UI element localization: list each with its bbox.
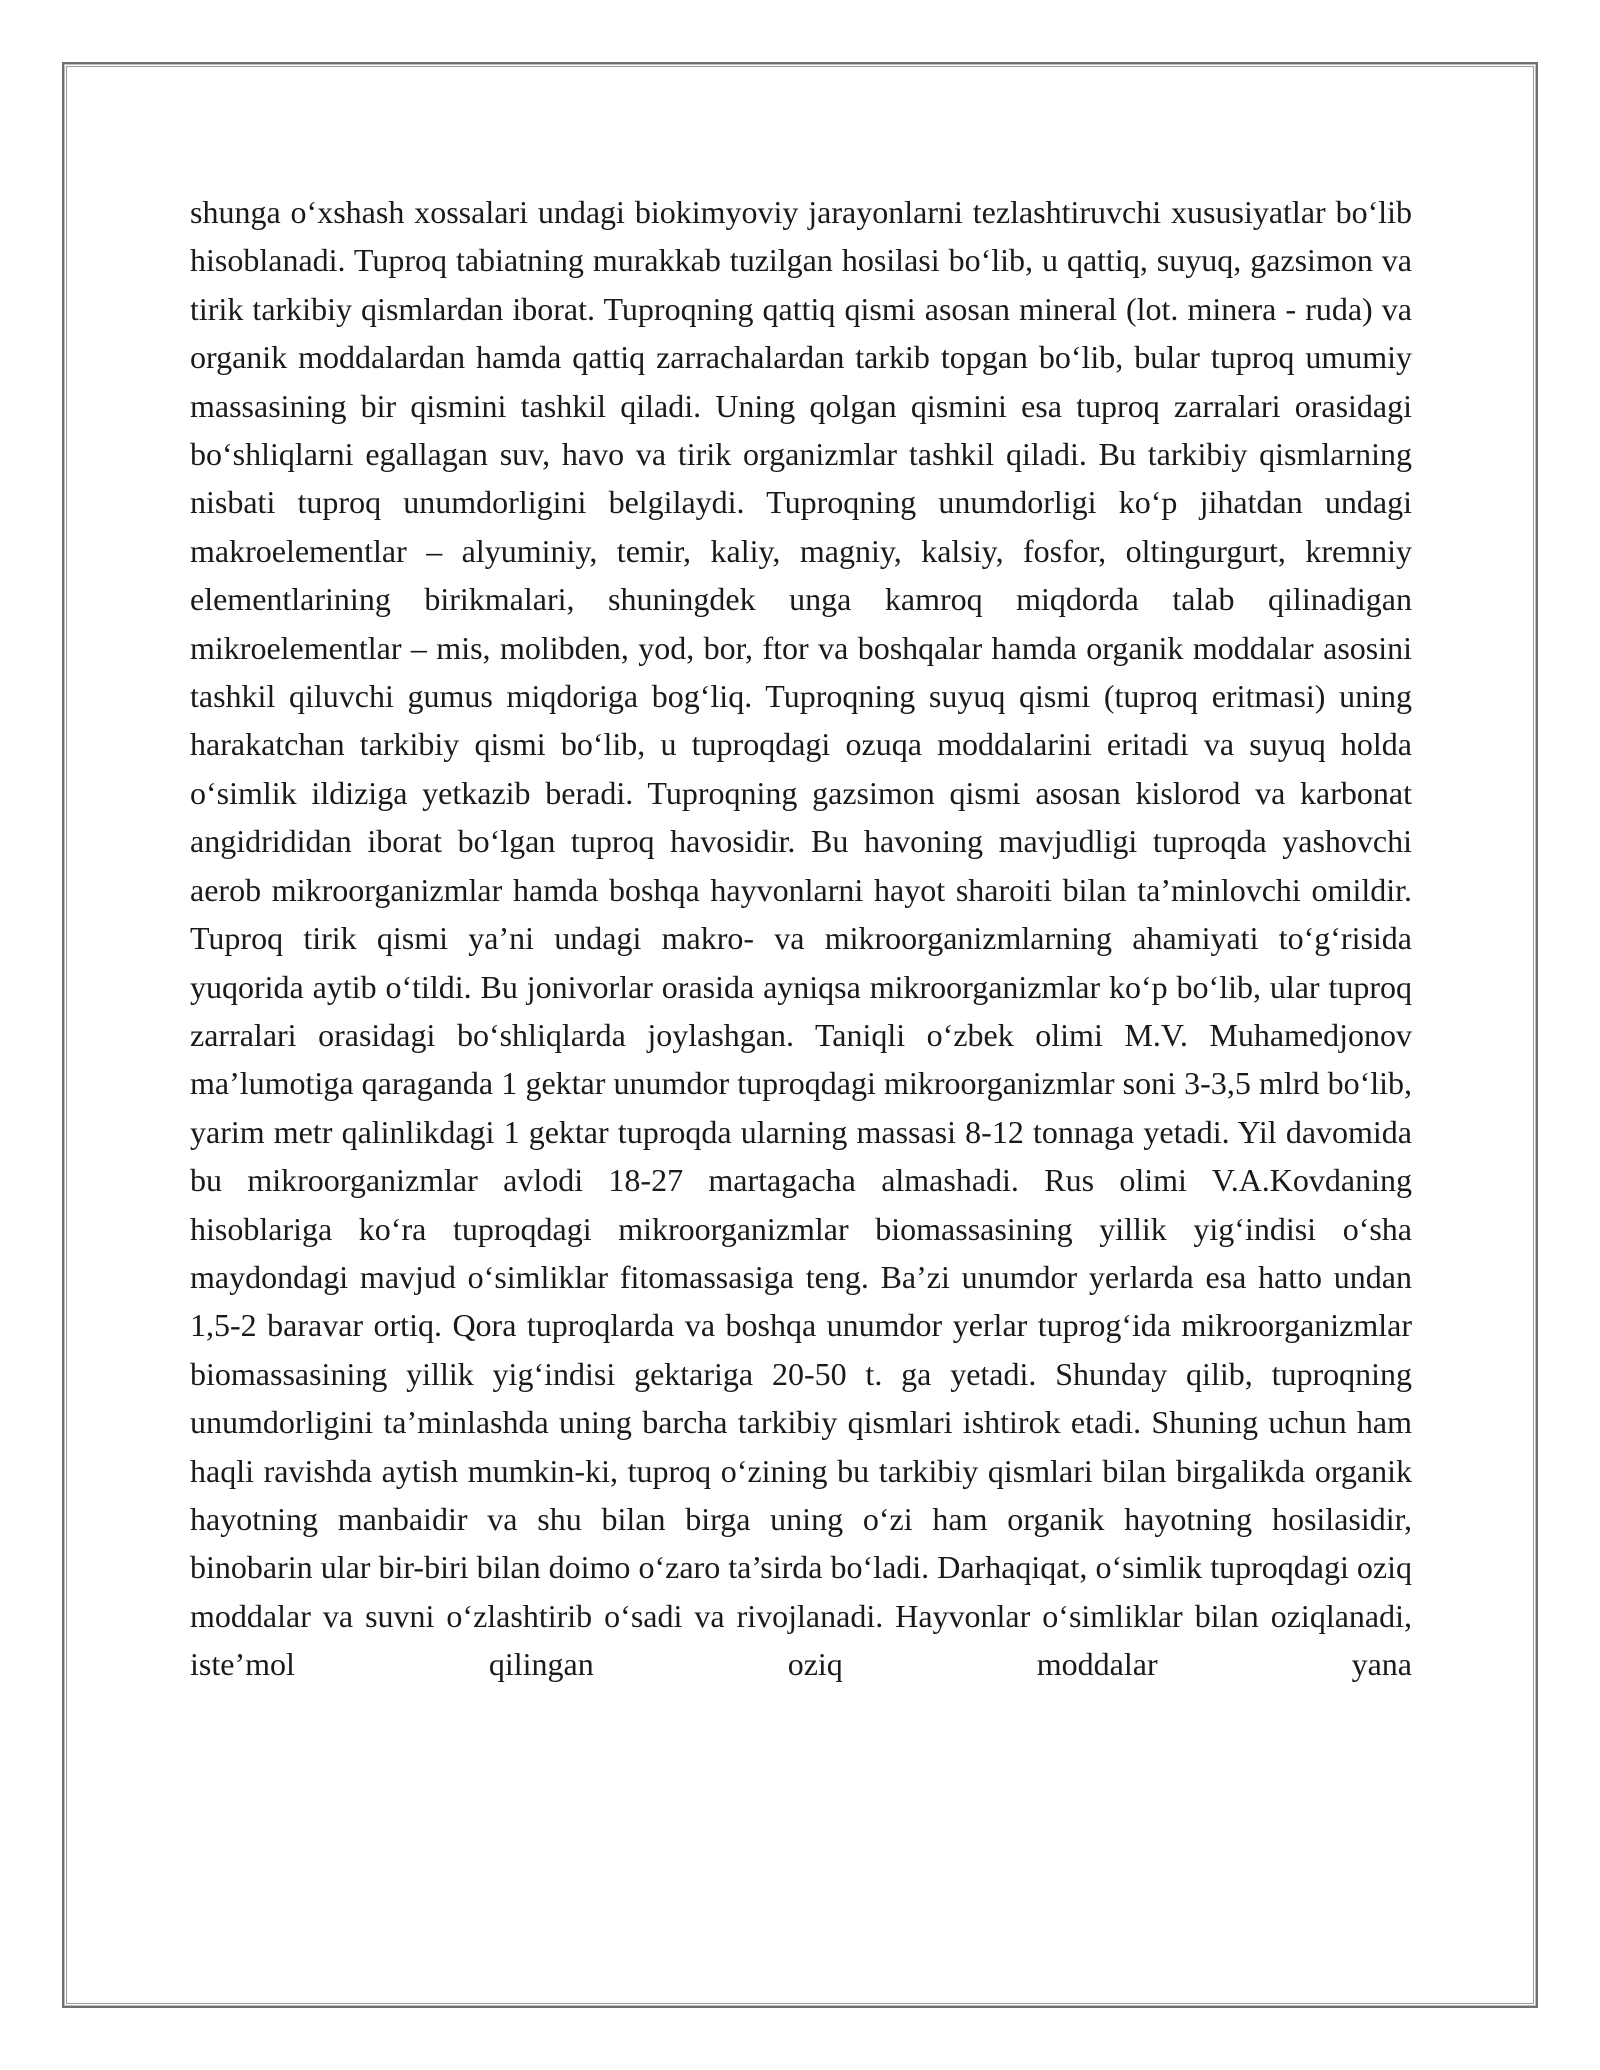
body-paragraph: shunga o‘xshash xossalari undagi biokimyoviy jarayonlarni tezlashtiruvchi xususiyatlar bo‘lib hisoblanadi. Tuproq tabiatning murakkab tuzilgan hosilasi bo‘lib, u qattiq, suyuq, gazsimon va tirik tarkibiy qismlardan iborat. Tuproqning qattiq qismi asosan mineral (lot. minera - ruda) va organik moddalardan hamda qattiq zarrachalardan tarkib topgan bo‘lib, bular tuproq umumiy massasining bir qismini tashkil qiladi. Uning qolgan qismini esa tuproq zarralari orasidagi bo‘shliqlarni egallagan suv, havo va tirik organizmlar tashkil qiladi. Bu tarkibiy qismlarning nisbati tuproq unumdorligini belgilaydi. Tuproqning unumdorligi ko‘p jihatdan undagi makroelementlar – alyuminiy, temir, kaliy, magniy, kalsiy, fosfor, oltingurgurt, kremniy elementlarining birikmalari, shuningdek unga kamroq miqdorda talab qilinadigan mikroelementlar – mis, molibden, yod, bor, ftor va boshqalar hamda organik moddalar asosini tashkil qiluvchi gumus miqdoriga bog‘liq. Tuproqning suyuq qismi (tuproq eritmasi) uning harakatchan tarkibiy qismi bo‘lib, u tuproqdagi ozuqa moddalarini eritadi va suyuq holda o‘simlik ildiziga yetkazib beradi. Tuproqning gazsimon qismi asosan kislorod va karbonat angidrididan iborat bo‘lgan tuproq havosidir. Bu havoning mavjudligi tuproqda yashovchi aerob mikroorganizmlar hamda boshqa hayvonlarni hayot sharoiti bilan ta’minlovchi omildir. Tuproq tirik qismi ya’ni undagi makro- va mikroorganizmlarning ahamiyati to‘g‘risida yuqorida aytib o‘tildi. Bu jonivorlar orasida ayniqsa mikroorganizmlar ko‘p bo‘lib, ular tuproq zarralari orasidagi bo‘shliqlarda joylashgan. Taniqli o‘zbek olimi M.V. Muhamedjonov ma’lumotiga qaraganda 1 gektar unumdor tuproqdagi mikroorganizmlar soni 3-3,5 mlrd bo‘lib, yarim metr qalinlikdagi 1 gektar tuproqda ularning massasi 8-12 tonnaga yetadi. Yil davomida bu mikroorganizmlar avlodi 18-27 martagacha almashadi. Rus olimi V.A.Kovdaning hisoblariga ko‘ra tuproqdagi mikroorganizmlar biomassasining yillik yig‘indisi o‘sha maydondagi mavjud o‘simliklar fitomassasiga teng. Ba’zi unumdor yerlarda esa hatto undan 1,5-2 baravar ortiq. Qora tuproqlarda va boshqa unumdor yerlar tuprog‘ida mikroorganizmlar biomassasining yillik yig‘indisi gektariga 20-50 t. ga yetadi. Shunday qilib, tuproqning unumdorligini ta’minlashda uning barcha tarkibiy qismlari ishtirok etadi. Shuning uchun ham haqli ravishda aytish mumkin-ki, tuproq o‘zining bu tarkibiy qismlari bilan birgalikda organik hayotning manbaidir va shu bilan birga uning o‘zi ham organik hayotning hosilasidir, binobarin ular bir-biri bilan doimo o‘zaro ta’sirda bo‘ladi. Darhaqiqat, o‘simlik tuproqdagi oziq moddalar va suvni o‘zlashtirib o‘sadi va rivojlanadi. Hayvonlar o‘simliklar bilan oziqlanadi, iste’mol qilingan oziq moddalar yana [190, 194, 1412, 1683]
